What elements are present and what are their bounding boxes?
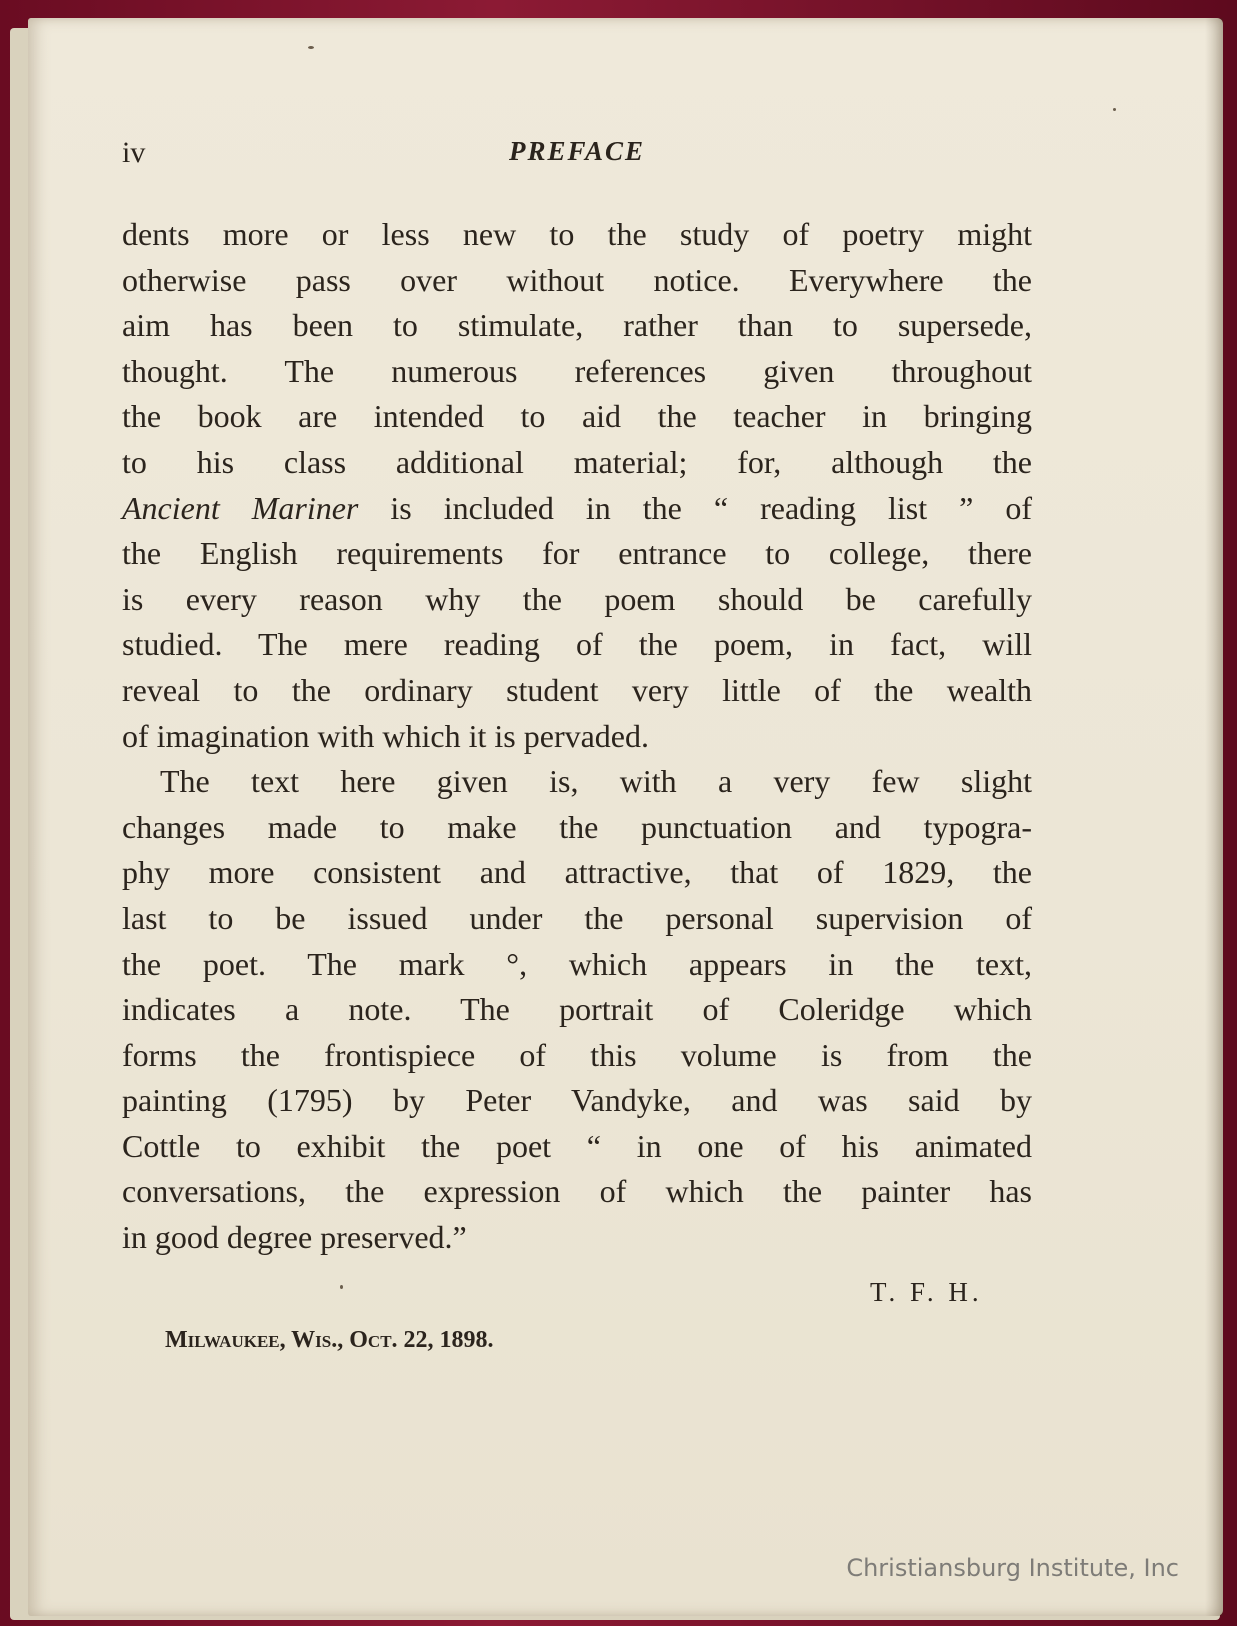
text-run: indicates a note. The portrait of Coleridge which [122,991,1032,1028]
preface-body [122,212,1032,1261]
page-gutter-shadow [1205,18,1223,1616]
text-line [122,440,1032,486]
text-run: in good degree preserved.” [122,1219,467,1256]
text-run: thought. The numerous references given throughout [122,352,1032,389]
text-run: is every reason why the poem should be carefully [122,580,1032,617]
text-run: the book are intended to aid the teacher in bringing [122,398,1032,435]
page-number: iv [122,136,146,169]
text-run: changes made to make the punctuation and typogra- [122,808,1032,845]
text-line [122,1078,1032,1124]
text-line [122,1124,1032,1170]
text-line [122,622,1032,668]
text-line [122,1033,1032,1079]
text-run: dents more or less new to the study of poetry might [122,216,1032,252]
text-run: to his class additional material; for, although the [122,443,1032,480]
text-line [122,759,1032,805]
page-header [122,136,1032,176]
text-line [122,394,1032,440]
text-run: the poet. The mark °, which appears in the text, [122,945,1032,982]
text-line [122,486,1032,532]
text-run: aim has been to stimulate, rather than to supersede, [122,307,1032,344]
text-line [122,942,1032,988]
text-run: forms the frontispiece of this volume is from the [122,1036,1032,1073]
text-run: of imagination with which it is pervaded. [122,717,649,754]
text-run: Cottle to exhibit the poet “ in one of his animated [122,1127,1032,1164]
text-line [122,349,1032,395]
text-line [122,896,1032,942]
text-run: The text here given is, with a very few slight [160,763,1032,800]
running-head: PREFACE [508,136,646,166]
text-run: reveal to the ordinary student very little of the wealth [122,671,1032,708]
text-run: painting (1795) by Peter Vandyke, and was said by [122,1082,1032,1119]
text-line [122,531,1032,577]
text-run: is included in the “ reading list ” of [358,489,1033,526]
text-line [122,1169,1032,1215]
text-run: conversations, the expression of which the painter has [122,1173,1032,1210]
text-line [122,987,1032,1033]
text-line [122,805,1032,851]
text-line [122,850,1032,896]
page-speck [340,1285,343,1289]
watermark: Christiansburg Institute, Inc [846,1554,1179,1582]
text-run: phy more consistent and attractive, that of 1829, the [122,854,1032,891]
text-line [122,577,1032,623]
page-speck [1113,108,1116,111]
text-line [122,714,1032,760]
italic-title: Ancient Mariner [122,489,359,526]
text-line [122,668,1032,714]
place-and-date: Milwaukee, Wis., Oct. 22, 1898. [165,1327,494,1353]
text-run: last to be issued under the personal supervision of [122,899,1032,936]
text-line [122,1215,1032,1261]
author-initials: T. F. H. [870,1277,983,1307]
text-run: studied. The mere reading of the poem, in fact, will [122,626,1032,663]
text-run: the English requirements for entrance to college, there [122,535,1032,572]
page-speck [308,46,314,49]
text-line [122,303,1032,349]
text-run: otherwise pass over without notice. Everywhere the [122,261,1032,298]
text-line [122,212,1032,258]
text-line [122,258,1032,304]
